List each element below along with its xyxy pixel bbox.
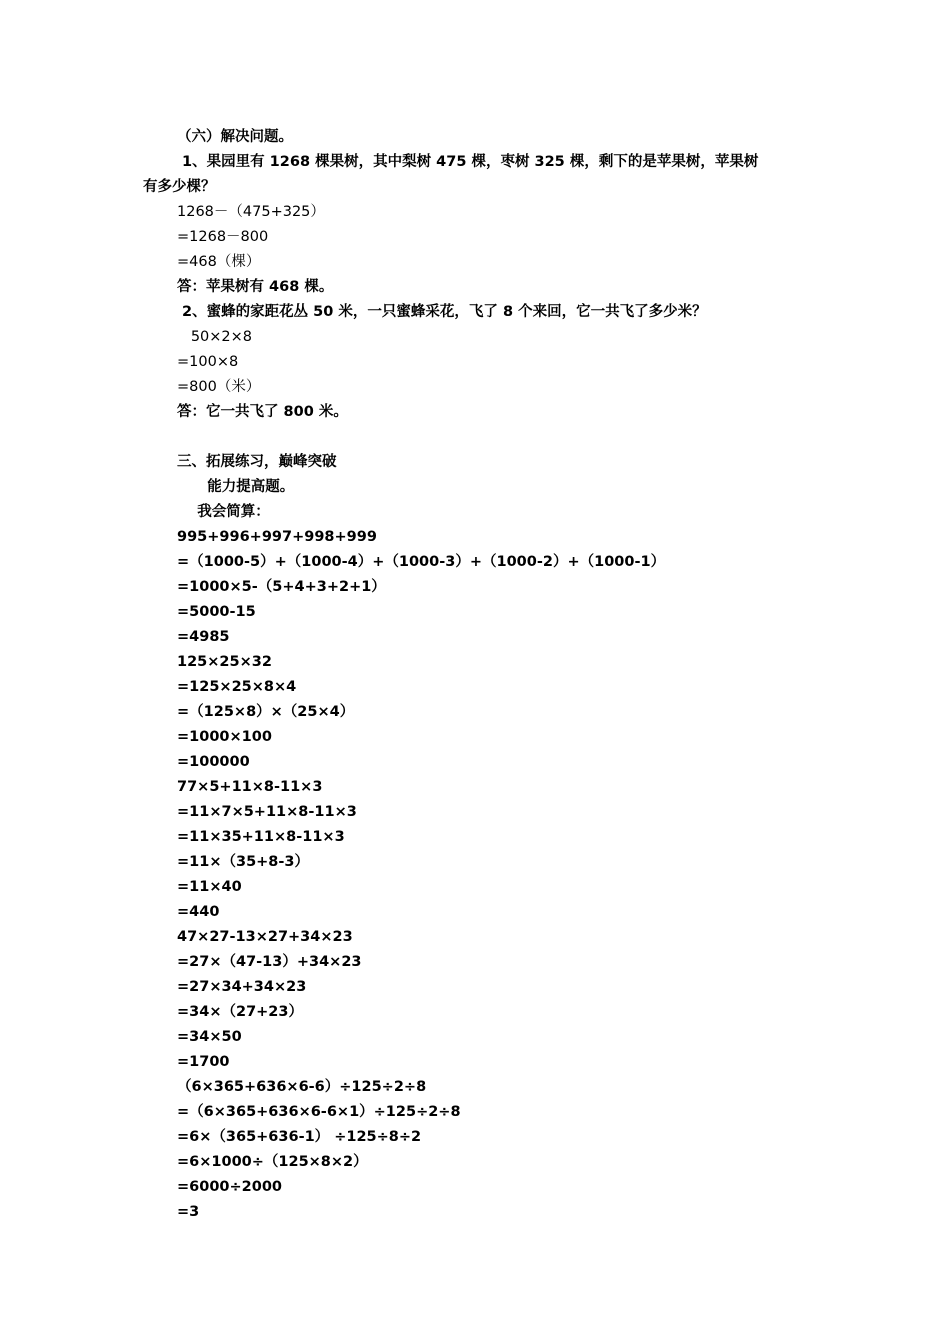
calc-line: 995+996+997+998+999 [177,529,377,545]
q2-step-2: =100×8 [177,354,239,370]
ability-subheading: 能力提高题。 [177,479,295,495]
section-three-heading: 三、拓展练习，巅峰突破 [177,454,337,470]
calc-line: =34×50 [177,1029,242,1045]
calc-line: 125×25×32 [177,654,272,670]
calc-line: =27×34+34×23 [177,979,307,995]
calc-line: =5000-15 [177,604,256,620]
calc-line: （6×365+636×6-6）÷125÷2÷8 [177,1079,427,1095]
calc-line: =100000 [177,754,250,770]
calc-line: =（125×8）×（25×4） [177,704,355,720]
q1-step-3: =468（棵） [177,254,261,270]
simplify-subheading: 我会简算： [177,504,270,520]
calc-line: =6000÷2000 [177,1179,283,1195]
calc-line: =1000×100 [177,729,272,745]
calc-line: =11×（35+8-3） [177,854,310,870]
q2-answer: 答：它一共飞了 800 米。 [177,404,348,420]
calc-line: =1000×5-（5+4+3+2+1） [177,579,386,595]
calc-line: 77×5+11×8-11×3 [177,779,323,795]
calc-line: =3 [177,1204,200,1220]
section-six-heading: （六）解决问题。 [177,129,293,145]
question-2-text: 2、蜜蜂的家距花丛 50 米，一只蜜蜂采花，飞了 8 个来回，它一共飞了多少米？ [177,304,707,320]
calc-line: =6×（365+636-1） ÷125÷8÷2 [177,1129,422,1145]
calc-line: =27×（47-13）+34×23 [177,954,362,970]
calc-line: =（6×365+636×6-6×1）÷125÷2÷8 [177,1104,461,1120]
calc-line: 47×27-13×27+34×23 [177,929,353,945]
calc-line: =125×25×8×4 [177,679,297,695]
question-1-text-continued: 有多少棵？ [143,179,216,195]
q2-step-3: =800（米） [177,379,261,395]
calc-line: =1700 [177,1054,230,1070]
calc-line: =4985 [177,629,230,645]
calc-line: =11×40 [177,879,242,895]
q1-answer: 答：苹果树有 468 棵。 [177,279,334,295]
calc-line: =34×（27+23） [177,1004,303,1020]
calc-line: =440 [177,904,220,920]
calc-line: =11×35+11×8-11×3 [177,829,345,845]
calc-line: =6×1000÷（125×8×2） [177,1154,368,1170]
question-1-text: 1、果园里有 1268 棵果树，其中梨树 475 棵，枣树 325 棵，剩下的是苹果树，苹果树 [177,154,759,170]
calc-line: =11×7×5+11×8-11×3 [177,804,357,820]
q1-step-2: =1268－800 [177,229,269,245]
q2-step-1: 50×2×8 [177,329,253,345]
calc-line: =（1000-5）+（1000-4）+（1000-3）+（1000-2）+（1000-1） [177,554,666,570]
q1-step-1: 1268－（475+325） [177,204,325,220]
